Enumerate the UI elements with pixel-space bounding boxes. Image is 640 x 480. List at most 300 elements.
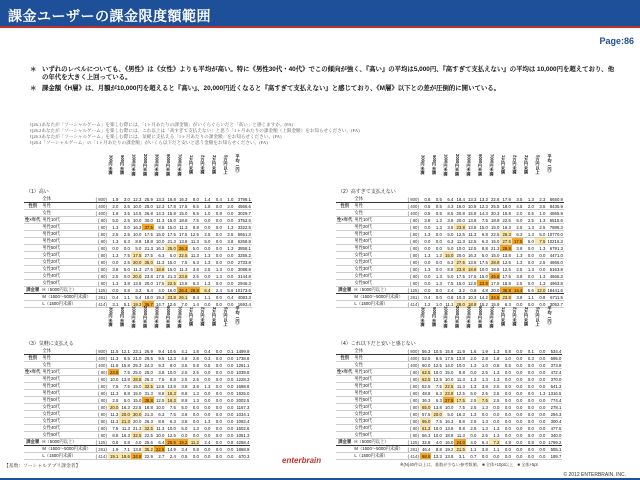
average-cell: 534.4 (546, 348, 562, 355)
value-cell: 0.0 (177, 432, 189, 439)
row-label: 女性40代 (353, 425, 403, 432)
group-label (24, 362, 41, 369)
value-cell: 0.0 (223, 210, 235, 217)
value-cell: 0.0 (523, 418, 535, 425)
group-label: 性×年代 (337, 217, 353, 223)
value-cell: 0.0 (489, 418, 501, 425)
value-cell: 0.0 (420, 238, 432, 245)
sample-size: ( 80) (404, 266, 420, 273)
value-cell: 0.0 (200, 397, 212, 404)
value-cell: 11.3 (454, 383, 466, 390)
value-cell: 13.8 (454, 355, 466, 362)
value-cell: 11.3 (177, 224, 189, 231)
value-cell: 7.5 (119, 383, 131, 390)
value-cell: 13.8 (177, 238, 189, 245)
value-cell: 0.0 (512, 383, 524, 390)
value-cell: 0.0 (512, 418, 524, 425)
average-cell: 1698.8 (236, 383, 250, 389)
value-cell: 7.5 (108, 383, 120, 390)
average-cell: 4865.9 (546, 210, 564, 217)
group-label (336, 294, 353, 301)
group-label (336, 210, 353, 217)
value-cell: 27.5 (142, 252, 154, 259)
value-cell: 8.8 (431, 446, 443, 453)
value-cell: 20.0 (131, 273, 143, 280)
value-cell: 10.0 (454, 362, 466, 369)
value-cell: 2.5 (188, 369, 200, 376)
value-cell: 0.0 (535, 362, 547, 369)
value-cell: 0.0 (523, 280, 535, 287)
value-cell: 20.0 (454, 252, 466, 259)
value-cell: 32.8 (420, 439, 432, 446)
group-label (336, 362, 353, 369)
value-cell: 28.8 (131, 376, 143, 383)
value-cell: 8.5 (443, 210, 455, 217)
value-cell: 0.0 (119, 273, 131, 280)
value-cell: 22.5 (500, 217, 512, 224)
value-cell: 7.5 (477, 397, 489, 404)
average-cell: 1799.2 (548, 439, 562, 445)
column-header-cell: 7000円未満 (489, 306, 495, 328)
summary-bullets (30, 66, 620, 95)
bullet-text: 課金額《H層》は、月額が10,000円を超えると『高い』、20,000円近くなると『高すぎて支払えない』と感じており、《M層》以下との差が圧倒的に開いている。 (42, 84, 501, 92)
value-cell: 1.3 (108, 280, 120, 287)
group-label (24, 446, 41, 453)
table-row (24, 196, 252, 203)
value-cell: 5.0 (165, 252, 177, 259)
average-cell: 10173.6 (235, 287, 251, 293)
column-header-cell: 3000円未満 (154, 154, 160, 176)
value-cell: 23.8 (177, 273, 189, 280)
value-cell: 1.3 (489, 369, 501, 376)
value-cell: 1.3 (477, 404, 489, 411)
value-cell: 0.0 (489, 411, 501, 418)
value-cell: 2.0 (466, 355, 478, 362)
table-row (336, 446, 562, 453)
average-cell: 477.5 (546, 425, 562, 432)
sample-size: ( 400) (92, 362, 108, 369)
value-cell: 0.0 (188, 411, 200, 418)
value-cell: 21.3 (165, 238, 177, 245)
value-cell: 16.3 (443, 418, 455, 425)
row-label: 女性20代 (41, 259, 91, 266)
value-cell: 1.3 (420, 266, 432, 273)
value-cell: 17.9 (500, 196, 512, 203)
column-header-cell: 1000円未満 (131, 306, 137, 328)
row-label: M（1500〜5000円未満） (42, 294, 91, 300)
value-cell: 1.3 (489, 376, 501, 383)
average-cell: 4471.0 (546, 252, 564, 259)
value-cell: 2.5 (119, 217, 131, 224)
value-cell: 13.8 (443, 425, 455, 432)
value-cell: 0.0 (523, 273, 535, 280)
group-label (24, 252, 41, 259)
row-label: M（1500〜5000円未満） (354, 446, 403, 452)
table-row (24, 210, 252, 217)
column-header-cell: 1万円未満 (189, 307, 194, 327)
value-cell: 1.3 (431, 252, 443, 259)
value-cell: 0.0 (535, 418, 547, 425)
value-cell: 1.3 (512, 259, 524, 266)
value-cell: 1.8 (188, 348, 200, 355)
value-cell: 0.5 (431, 210, 443, 217)
table-row (24, 453, 250, 460)
value-cell: 1.3 (477, 425, 489, 432)
value-cell: 1.3 (523, 196, 535, 203)
value-cell: 17.5 (443, 355, 455, 362)
value-cell: 0.0 (535, 439, 547, 446)
value-cell: 0.0 (211, 294, 223, 301)
table-row (336, 203, 564, 210)
value-cell: 0.5 (431, 203, 443, 210)
row-label: 男性10代 (353, 369, 403, 376)
value-cell: 0.0 (500, 418, 512, 425)
value-cell: 0.0 (211, 404, 223, 411)
value-cell: 0.1 (223, 348, 235, 355)
value-cell: 26.8 (142, 210, 154, 217)
value-cell: 21.3 (489, 245, 501, 252)
value-cell: 14.5 (131, 210, 143, 217)
value-cell: 2.5 (108, 273, 120, 280)
average-cell: 4566.6 (234, 203, 252, 210)
sample-size: ( 80) (92, 376, 108, 383)
average-cell: 6711.5 (546, 294, 564, 301)
table-row (24, 383, 250, 390)
value-cell: 0.0 (200, 404, 212, 411)
value-cell: 0.0 (477, 411, 489, 418)
value-cell: 15.0 (489, 252, 501, 259)
value-cell: 23.8 (477, 280, 489, 287)
value-cell: 12.5 (466, 245, 478, 252)
value-cell: 0.0 (223, 390, 235, 397)
sample-size: ( 80) (404, 397, 420, 404)
value-cell: 1.3 (523, 224, 535, 231)
value-cell: 0.0 (420, 259, 432, 266)
value-cell: 5.0 (477, 252, 489, 259)
value-cell: 12.5 (154, 397, 166, 404)
value-cell: 21.3 (165, 273, 177, 280)
group-label: 性×年代 (25, 369, 41, 375)
column-header-cell: 1000円未満 (443, 306, 449, 328)
value-cell: 28.8 (500, 245, 512, 252)
value-cell: 13.8 (466, 217, 478, 224)
sample-size: ( 400) (92, 203, 108, 210)
average-cell: 1499.9 (236, 348, 250, 354)
row-label: 男性 (41, 203, 91, 210)
row-label: 女性30代 (353, 266, 403, 273)
value-cell: 11.9 (454, 348, 466, 355)
value-cell: 6.3 (165, 418, 177, 425)
value-cell: 0.0 (211, 369, 223, 376)
value-cell: 15.0 (477, 273, 489, 280)
panel-title: （4）これ以下だと安いと感じない (338, 341, 416, 347)
value-cell: 16.0 (165, 287, 177, 294)
value-cell: 5.6 (223, 287, 235, 294)
value-cell: 2.5 (489, 383, 501, 390)
value-cell: 4.0 (131, 439, 143, 446)
value-cell: 3.8 (512, 294, 524, 301)
value-cell: 7.5 (165, 411, 177, 418)
value-cell: 9.0 (165, 362, 177, 369)
value-cell: 13.3 (466, 196, 478, 203)
value-cell: 15.0 (165, 259, 177, 266)
value-cell: 4.3 (443, 203, 455, 210)
value-cell: 25.0 (165, 245, 177, 252)
average-cell: 1082.4 (236, 418, 250, 424)
value-cell: 65.0 (420, 404, 432, 411)
average-cell: 3088.8 (234, 266, 252, 273)
table-row (24, 224, 252, 231)
value-cell: 10.0 (477, 266, 489, 273)
page-title: 課金ユーザーの課金限度額範囲 (8, 8, 211, 24)
row-label: 女性20代 (353, 259, 403, 266)
average-cell: 2002.5 (236, 397, 250, 403)
table-row (24, 432, 250, 439)
value-cell: 3.2 (131, 287, 143, 294)
value-cell: 6.5 (188, 210, 200, 217)
value-cell: 0.0 (211, 418, 223, 425)
sample-size: ( 125) (404, 287, 420, 294)
value-cell: 18.0 (142, 294, 154, 301)
value-cell: 1.3 (523, 231, 535, 238)
value-cell: 0.0 (500, 390, 512, 397)
average-cell: 3029.7 (234, 210, 252, 217)
value-cell: 8.8 (131, 238, 143, 245)
value-cell: 0.0 (466, 432, 478, 439)
value-cell: 1.3 (535, 217, 547, 224)
average-cell: 1925.0 (236, 390, 250, 396)
sample-size: ( 400) (404, 355, 420, 362)
value-cell: 1.3 (512, 252, 524, 259)
value-cell: 0.0 (200, 376, 212, 383)
sample-size: ( 80) (404, 231, 420, 238)
value-cell: 0.0 (523, 404, 535, 411)
sample-size: ( 80) (92, 390, 108, 397)
value-cell: 5.0 (512, 217, 524, 224)
value-cell: 0.8 (535, 294, 547, 301)
row-label: 女性 (41, 210, 91, 217)
value-cell: 36.8 (500, 287, 512, 294)
value-cell: 2.5 (188, 273, 200, 280)
average-cell: 5651.3 (234, 231, 252, 238)
value-cell: 0.0 (523, 369, 535, 376)
sample-size: ( 80) (92, 245, 108, 252)
sample-size: ( 80) (92, 432, 108, 439)
value-cell: 0.0 (119, 224, 131, 231)
table-row (336, 196, 564, 203)
value-cell: 12.5 (165, 432, 177, 439)
column-header-cell: 500円未満 (120, 155, 125, 175)
value-cell: 7.5 (535, 238, 547, 245)
value-cell: 14.7 (154, 301, 166, 308)
value-cell: 20.0 (142, 280, 154, 287)
row-label: 女性30代 (41, 266, 91, 273)
value-cell: 8.4 (188, 294, 200, 301)
value-cell: 0.0 (211, 432, 223, 439)
value-cell: 0.0 (500, 376, 512, 383)
column-header-cell: 1000円未満 (443, 154, 449, 176)
value-cell: 2.4 (200, 439, 212, 446)
value-cell: 15.9 (489, 301, 501, 308)
value-cell: 0.0 (223, 404, 235, 411)
value-cell: 2.0 (512, 210, 524, 217)
value-cell: 1.1 (489, 446, 501, 453)
value-cell: 10.0 (131, 231, 143, 238)
value-cell: 3.8 (188, 383, 200, 390)
value-cell: 9.5 (154, 355, 166, 362)
value-cell: 15.0 (177, 210, 189, 217)
value-cell: 12.3 (154, 203, 166, 210)
value-cell: 0.8 (500, 348, 512, 355)
value-cell: 6.4 (154, 439, 166, 446)
value-cell: 17.5 (131, 252, 143, 259)
average-cell: 541.3 (546, 383, 562, 390)
value-cell: 3.8 (443, 217, 455, 224)
value-cell: 11.8 (108, 362, 120, 369)
average-cell: 695.0 (546, 355, 562, 362)
sample-size: ( 400) (92, 210, 108, 217)
value-cell: 14.3 (154, 210, 166, 217)
column-header-cell: 平均（円） (235, 154, 241, 176)
value-cell: 0.0 (223, 280, 235, 287)
value-cell: 2.5 (177, 369, 189, 376)
value-cell: 2.0 (223, 203, 235, 210)
value-cell: 13.8 (131, 446, 143, 453)
value-cell: 36.7 (142, 301, 154, 308)
average-cell: 4865.0 (546, 259, 564, 266)
average-cell: 1034.1 (236, 411, 250, 417)
column-header-cell: 500円未満 (120, 307, 125, 327)
value-cell: 12.0 (535, 287, 547, 294)
value-cell: 15.8 (466, 210, 478, 217)
value-cell: 13.3 (154, 196, 166, 203)
value-cell: 2.5 (477, 432, 489, 439)
value-cell: 0.0 (431, 266, 443, 273)
table-row (336, 217, 564, 224)
column-header (102, 306, 241, 328)
average-cell: 189.7 (546, 453, 562, 460)
row-label: H（5000円以上） (353, 439, 403, 446)
value-cell: 3.8 (177, 418, 189, 425)
value-cell: 10.0 (154, 238, 166, 245)
value-cell: 26.3 (142, 376, 154, 383)
value-cell: 22.5 (443, 383, 455, 390)
value-cell: 9.4 (154, 348, 166, 355)
column-header (414, 306, 553, 328)
value-cell: 11.3 (177, 266, 189, 273)
sample-size: ( 80) (92, 404, 108, 411)
value-cell: 11.3 (119, 425, 131, 432)
value-cell: 0.0 (223, 432, 235, 439)
average-cell: 3752.5 (234, 217, 252, 224)
value-cell: 5.0 (443, 411, 455, 418)
average-cell: 1868.9 (236, 446, 250, 452)
table-row (336, 453, 562, 460)
value-cell: 23.8 (443, 390, 455, 397)
value-cell: 56.3 (420, 432, 432, 439)
sample-size: ( 261) (404, 294, 420, 301)
sample-size: ( 414) (404, 453, 420, 460)
column-header-cell: 2000円未満 (143, 306, 148, 328)
value-cell: 0.0 (200, 273, 212, 280)
column-header-cell: 3000円未満 (154, 306, 160, 328)
value-cell: 10.0 (431, 432, 443, 439)
value-cell: 22.9 (142, 453, 154, 460)
value-cell: 13.8 (431, 404, 443, 411)
average-cell: 1738.8 (236, 355, 250, 361)
value-cell: 21.3 (142, 411, 154, 418)
value-cell: 1.1 (119, 294, 131, 301)
sample-size: ( 414) (92, 301, 108, 308)
group-label (336, 425, 353, 432)
value-cell: 20.0 (431, 411, 443, 418)
data-table (336, 348, 562, 460)
value-cell: 0.0 (535, 411, 547, 418)
row-label: 女性 (41, 362, 91, 369)
value-cell: 8.8 (454, 369, 466, 376)
value-cell: 0.0 (512, 376, 524, 383)
average-cell: 472.4 (546, 369, 562, 376)
value-cell: 1.3 (420, 231, 432, 238)
table-row (24, 348, 250, 355)
value-cell: 16.3 (131, 224, 143, 231)
group-label (336, 245, 353, 252)
value-cell: 0.8 (466, 287, 478, 294)
table-row (336, 404, 562, 411)
value-cell: 14.2 (477, 294, 489, 301)
row-label: 女性30代 (353, 418, 403, 425)
average-cell: 5163.8 (546, 266, 564, 273)
table-row (336, 418, 562, 425)
value-cell: 20.0 (131, 418, 143, 425)
average-cell: 1039.8 (236, 369, 250, 375)
value-cell: 0.0 (523, 425, 535, 432)
value-cell: 0.0 (523, 301, 535, 308)
value-cell: 0.0 (211, 376, 223, 383)
value-cell: 6.3 (431, 390, 443, 397)
value-cell: 10.8 (466, 203, 478, 210)
value-cell: 0.0 (431, 245, 443, 252)
value-cell: 0.0 (223, 301, 235, 308)
value-cell: 2.5 (535, 224, 547, 231)
value-cell: 0.0 (420, 273, 432, 280)
average-cell: 294.3 (546, 411, 562, 418)
value-cell: 26.3 (142, 418, 154, 425)
value-cell: 0.0 (200, 446, 212, 453)
value-cell: 13.8 (177, 280, 189, 287)
value-cell: 9.3 (154, 362, 166, 369)
sample-size: ( 414) (404, 301, 420, 308)
value-cell: 2.5 (200, 266, 212, 273)
brand-logo: enterbrain (282, 456, 322, 465)
value-cell: 15.8 (119, 362, 131, 369)
value-cell: 1.4 (188, 301, 200, 308)
average-cell: 4963.8 (546, 280, 564, 287)
value-cell: 6.4 (142, 287, 154, 294)
sample-size: ( 80) (92, 266, 108, 273)
sample-size: ( 261) (92, 446, 108, 453)
value-cell: 12.3 (165, 355, 177, 362)
value-cell: 0.0 (200, 369, 212, 376)
value-cell: 0.0 (223, 259, 235, 266)
value-cell: 23.8 (108, 369, 120, 376)
column-header-cell: 300円未満 (420, 155, 426, 175)
value-cell: 0.0 (500, 369, 512, 376)
average-cell: 3322.5 (234, 224, 252, 231)
value-cell: 1.3 (200, 383, 212, 390)
value-cell: 0.8 (443, 294, 455, 301)
table-row (336, 287, 564, 294)
